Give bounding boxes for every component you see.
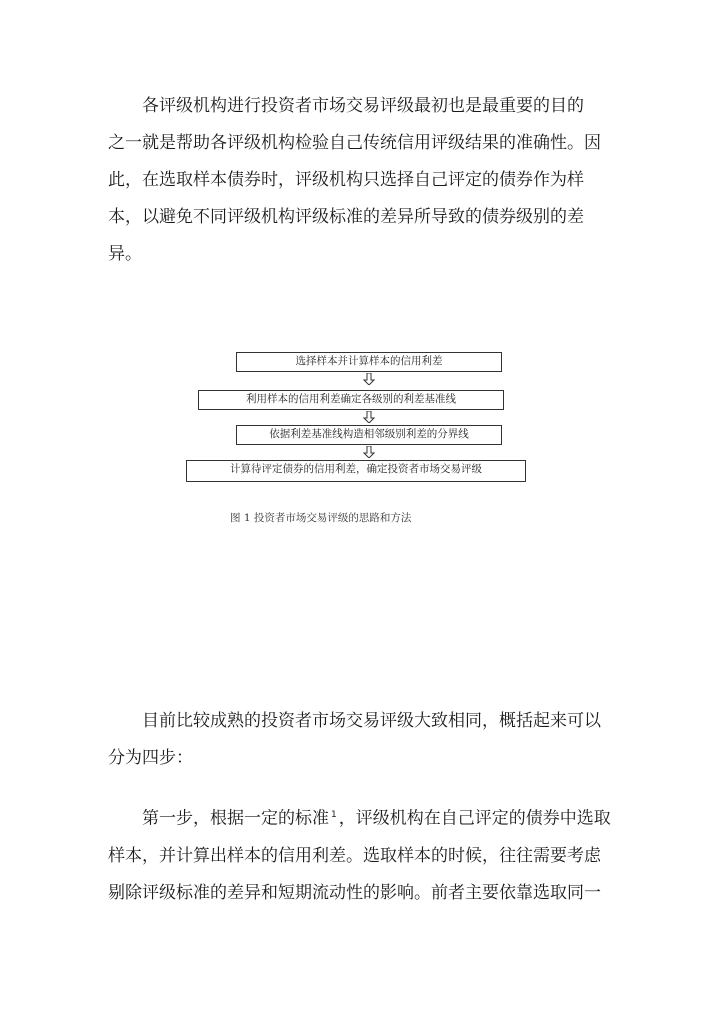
paragraph-1-line-3: 此，在选取样本债券时，评级机构只选择自己评定的债券作为样 xyxy=(108,170,584,190)
paragraph-2 xyxy=(108,703,608,777)
paragraph-3-line-3: 剔除评级标准的差异和短期流动性的影响。前者主要依靠选取同一 xyxy=(108,882,601,903)
paragraph-1-line-1: 各评级机构进行投资者市场交易评级最初也是最重要的目的 xyxy=(142,96,584,116)
flow-step-3: 依据利差基准线构造相邻级别利差的分界线 xyxy=(236,425,502,445)
paragraph-3 xyxy=(108,797,611,912)
down-arrow-icon xyxy=(363,446,375,458)
paragraph-1-line-2: 之一就是帮助各评级机构检验自己传统信用评级结果的准确性。因 xyxy=(108,133,601,153)
figure-caption: 图 1 投资者市场交易评级的思路和方法 xyxy=(230,512,412,524)
paragraph-1 xyxy=(108,88,608,273)
flow-step-1: 选择样本并计算样本的信用利差 xyxy=(236,352,502,372)
paragraph-1-line-4: 本，以避免不同评级机构评级标准的差异所导致的债券级别的差 xyxy=(108,207,584,227)
footnote-marker[interactable]: 1 xyxy=(331,810,337,820)
down-arrow-icon xyxy=(363,411,375,423)
paragraph-2-line-2: 分为四步： xyxy=(108,748,193,768)
down-arrow-icon xyxy=(363,373,375,385)
paragraph-3-line-1-start: 第一步，根据一定的标准 xyxy=(142,808,329,829)
flow-step-4: 计算待评定债券的信用利差，确定投资者市场交易评级 xyxy=(186,460,526,482)
paragraph-3-line-1-end: ，评级机构在自己评定的债券中选取 xyxy=(338,808,611,829)
paragraph-3-line-2: 样本，并计算出样本的信用利差。选取样本的时候，往往需要考虑 xyxy=(108,845,601,866)
paragraph-1-line-5: 异。 xyxy=(108,244,142,264)
flow-step-2: 利用样本的信用利差确定各级别的利差基准线 xyxy=(198,390,504,410)
flowchart-figure xyxy=(186,348,526,538)
paragraph-2-line-1: 目前比较成熟的投资者市场交易评级大致相同，概括起来可以 xyxy=(142,711,601,731)
paragraph-3-line-1 xyxy=(108,797,611,838)
